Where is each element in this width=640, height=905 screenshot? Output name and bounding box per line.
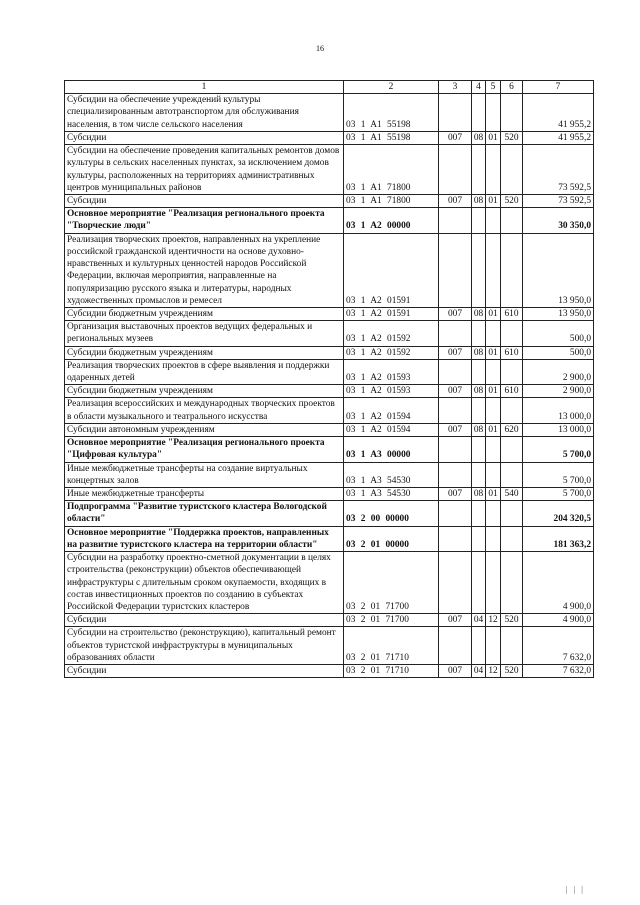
subsection-code bbox=[486, 321, 501, 346]
ministry-code bbox=[439, 552, 472, 614]
row-name: Субсидии bbox=[65, 131, 344, 144]
expense-type-code bbox=[501, 145, 523, 195]
budget-code: 03 1 A2 01591 bbox=[344, 307, 439, 320]
subsection-code bbox=[486, 359, 501, 384]
subsection-code: 01 bbox=[486, 488, 501, 501]
table-row bbox=[65, 208, 594, 233]
table-row bbox=[65, 488, 594, 501]
ministry-code: 007 bbox=[439, 307, 472, 320]
expense-type-code bbox=[501, 398, 523, 423]
table-row bbox=[65, 145, 594, 195]
section-code: 08 bbox=[472, 385, 486, 398]
table-row bbox=[65, 501, 594, 526]
section-code bbox=[472, 501, 486, 526]
table-row bbox=[65, 462, 594, 487]
budget-code: 03 1 A3 00000 bbox=[344, 437, 439, 462]
column-header: 6 bbox=[501, 81, 523, 94]
column-header: 5 bbox=[486, 81, 501, 94]
expense-type-code bbox=[501, 321, 523, 346]
amount: 13 950,0 bbox=[523, 233, 594, 307]
amount: 500,0 bbox=[523, 346, 594, 359]
row-name: Организация выставочных проектов ведущих федеральных и региональных музеев bbox=[65, 321, 344, 346]
expense-type-code: 620 bbox=[501, 423, 523, 436]
amount: 13 000,0 bbox=[523, 423, 594, 436]
budget-code: 03 1 A3 54530 bbox=[344, 462, 439, 487]
ministry-code bbox=[439, 233, 472, 307]
row-name: Подпрограмма "Развитие туристского кластера Вологодской области" bbox=[65, 501, 344, 526]
expense-type-code bbox=[501, 501, 523, 526]
subsection-code bbox=[486, 145, 501, 195]
section-code bbox=[472, 627, 486, 665]
expense-type-code bbox=[501, 208, 523, 233]
budget-code: 03 1 A2 01594 bbox=[344, 398, 439, 423]
section-code: 08 bbox=[472, 131, 486, 144]
amount: 7 632,0 bbox=[523, 627, 594, 665]
subsection-code: 12 bbox=[486, 665, 501, 678]
budget-code: 03 2 01 00000 bbox=[344, 526, 439, 551]
expense-type-code bbox=[501, 437, 523, 462]
budget-code: 03 1 A2 01592 bbox=[344, 346, 439, 359]
table-row bbox=[65, 423, 594, 436]
expense-type-code: 520 bbox=[501, 131, 523, 144]
section-code bbox=[472, 462, 486, 487]
column-header: 2 bbox=[344, 81, 439, 94]
row-name: Субсидии на обеспечение учреждений культуры специализированным автотранспортом для обслуживания населения, в том числе сельского населения bbox=[65, 94, 344, 132]
table-row bbox=[65, 94, 594, 132]
expense-type-code: 520 bbox=[501, 665, 523, 678]
row-name: Субсидии на разработку проектно-сметной документации в целях строительства (реконструкции) объектов обеспечивающей инфраструктуры с длительным сроком окупаемости, входящих в состав инвестиционных проектов по созданию в субъектах Российской Федерации туристских кластеров bbox=[65, 552, 344, 614]
expense-type-code: 520 bbox=[501, 614, 523, 627]
budget-code: 03 1 A1 55198 bbox=[344, 131, 439, 144]
amount: 73 592,5 bbox=[523, 194, 594, 207]
expense-type-code bbox=[501, 526, 523, 551]
subsection-code bbox=[486, 462, 501, 487]
subsection-code bbox=[486, 94, 501, 132]
table-row bbox=[65, 552, 594, 614]
row-name: Основное мероприятие "Реализация регионального проекта "Цифровая культура" bbox=[65, 437, 344, 462]
column-header: 3 bbox=[439, 81, 472, 94]
section-code bbox=[472, 359, 486, 384]
ministry-code bbox=[439, 627, 472, 665]
amount: 2 900,0 bbox=[523, 385, 594, 398]
table-row bbox=[65, 398, 594, 423]
row-name: Реализация творческих проектов, направленных на укрепление российской гражданской идентичности на основе духовно-нравственных и культурных ценностей народов Российской Федерации, включая мероприятия, направленные на популяризацию русского языка и литературы, народных художественных промыслов и ремесел bbox=[65, 233, 344, 307]
section-code bbox=[472, 94, 486, 132]
ministry-code bbox=[439, 501, 472, 526]
amount: 181 363,2 bbox=[523, 526, 594, 551]
footer-mark: | | | bbox=[566, 885, 585, 894]
amount: 73 592,5 bbox=[523, 145, 594, 195]
subsection-code bbox=[486, 552, 501, 614]
header-row bbox=[65, 81, 594, 94]
amount: 2 900,0 bbox=[523, 359, 594, 384]
table-row bbox=[65, 321, 594, 346]
subsection-code: 01 bbox=[486, 194, 501, 207]
ministry-code: 007 bbox=[439, 488, 472, 501]
budget-code: 03 1 A2 00000 bbox=[344, 208, 439, 233]
subsection-code bbox=[486, 398, 501, 423]
subsection-code bbox=[486, 501, 501, 526]
ministry-code bbox=[439, 462, 472, 487]
subsection-code: 01 bbox=[486, 307, 501, 320]
row-name: Реализация творческих проектов в сфере выявления и поддержки одаренных детей bbox=[65, 359, 344, 384]
column-header: 7 bbox=[523, 81, 594, 94]
section-code: 08 bbox=[472, 346, 486, 359]
subsection-code: 01 bbox=[486, 423, 501, 436]
expense-type-code: 540 bbox=[501, 488, 523, 501]
table-row bbox=[65, 614, 594, 627]
section-code bbox=[472, 321, 486, 346]
section-code bbox=[472, 233, 486, 307]
subsection-code: 01 bbox=[486, 385, 501, 398]
expense-type-code bbox=[501, 462, 523, 487]
amount: 500,0 bbox=[523, 321, 594, 346]
row-name: Субсидии автономным учреждениям bbox=[65, 423, 344, 436]
table-row bbox=[65, 194, 594, 207]
section-code: 04 bbox=[472, 614, 486, 627]
ministry-code: 007 bbox=[439, 346, 472, 359]
expense-type-code bbox=[501, 552, 523, 614]
column-header: 4 bbox=[472, 81, 486, 94]
budget-code: 03 1 A2 01591 bbox=[344, 233, 439, 307]
row-name: Субсидии на строительство (реконструкцию), капитальный ремонт объектов туристской инфраструктуры в муниципальных образованиях области bbox=[65, 627, 344, 665]
amount: 13 000,0 bbox=[523, 398, 594, 423]
row-name: Основное мероприятие "Реализация регионального проекта "Творческие люди" bbox=[65, 208, 344, 233]
budget-code: 03 1 A2 01593 bbox=[344, 385, 439, 398]
budget-table bbox=[64, 80, 594, 678]
amount: 5 700,0 bbox=[523, 437, 594, 462]
row-name: Иные межбюджетные трансферты на создание виртуальных концертных залов bbox=[65, 462, 344, 487]
section-code: 08 bbox=[472, 488, 486, 501]
ministry-code: 007 bbox=[439, 665, 472, 678]
section-code: 08 bbox=[472, 194, 486, 207]
ministry-code: 007 bbox=[439, 194, 472, 207]
subsection-code bbox=[486, 208, 501, 233]
ministry-code: 007 bbox=[439, 131, 472, 144]
budget-code: 03 2 01 71700 bbox=[344, 614, 439, 627]
expense-type-code: 610 bbox=[501, 346, 523, 359]
budget-code: 03 2 01 71710 bbox=[344, 665, 439, 678]
ministry-code bbox=[439, 398, 472, 423]
ministry-code bbox=[439, 321, 472, 346]
expense-type-code: 610 bbox=[501, 307, 523, 320]
row-name: Субсидии bbox=[65, 614, 344, 627]
ministry-code bbox=[439, 208, 472, 233]
subsection-code bbox=[486, 437, 501, 462]
ministry-code bbox=[439, 437, 472, 462]
budget-code: 03 1 A2 01592 bbox=[344, 321, 439, 346]
subsection-code: 01 bbox=[486, 346, 501, 359]
budget-code: 03 1 A3 54530 bbox=[344, 488, 439, 501]
table-row bbox=[65, 346, 594, 359]
table-row bbox=[65, 359, 594, 384]
budget-code: 03 2 01 71700 bbox=[344, 552, 439, 614]
table-row bbox=[65, 131, 594, 144]
ministry-code: 007 bbox=[439, 614, 472, 627]
budget-code: 03 1 A1 71800 bbox=[344, 194, 439, 207]
table-row bbox=[65, 627, 594, 665]
section-code: 04 bbox=[472, 665, 486, 678]
expense-type-code: 610 bbox=[501, 385, 523, 398]
budget-code: 03 1 A1 71800 bbox=[344, 145, 439, 195]
expense-type-code bbox=[501, 233, 523, 307]
amount: 5 700,0 bbox=[523, 488, 594, 501]
amount: 4 900,0 bbox=[523, 614, 594, 627]
section-code: 08 bbox=[472, 307, 486, 320]
subsection-code: 12 bbox=[486, 614, 501, 627]
row-name: Иные межбюджетные трансферты bbox=[65, 488, 344, 501]
row-name: Субсидии на обеспечение проведения капитальных ремонтов домов культуры в сельских населенных пунктах, за исключением домов культуры, расположенных на территориях административных центров муниципальных районов bbox=[65, 145, 344, 195]
row-name: Субсидии бюджетным учреждениям bbox=[65, 385, 344, 398]
ministry-code bbox=[439, 94, 472, 132]
subsection-code bbox=[486, 627, 501, 665]
amount: 7 632,0 bbox=[523, 665, 594, 678]
ministry-code: 007 bbox=[439, 423, 472, 436]
page-number: 16 bbox=[316, 44, 324, 53]
table-row bbox=[65, 526, 594, 551]
subsection-code bbox=[486, 233, 501, 307]
row-name: Субсидии bbox=[65, 194, 344, 207]
section-code bbox=[472, 552, 486, 614]
table-row bbox=[65, 307, 594, 320]
expense-type-code bbox=[501, 359, 523, 384]
ministry-code bbox=[439, 526, 472, 551]
section-code bbox=[472, 526, 486, 551]
amount: 41 955,2 bbox=[523, 94, 594, 132]
section-code: 08 bbox=[472, 423, 486, 436]
row-name: Субсидии bbox=[65, 665, 344, 678]
budget-code: 03 2 00 00000 bbox=[344, 501, 439, 526]
budget-code: 03 1 A2 01594 bbox=[344, 423, 439, 436]
table-row bbox=[65, 665, 594, 678]
section-code bbox=[472, 437, 486, 462]
row-name: Субсидии бюджетным учреждениям bbox=[65, 307, 344, 320]
section-code bbox=[472, 398, 486, 423]
expense-type-code: 520 bbox=[501, 194, 523, 207]
ministry-code: 007 bbox=[439, 385, 472, 398]
expense-type-code bbox=[501, 94, 523, 132]
amount: 41 955,2 bbox=[523, 131, 594, 144]
section-code bbox=[472, 145, 486, 195]
amount: 4 900,0 bbox=[523, 552, 594, 614]
budget-code: 03 2 01 71710 bbox=[344, 627, 439, 665]
amount: 30 350,0 bbox=[523, 208, 594, 233]
amount: 13 950,0 bbox=[523, 307, 594, 320]
table-row bbox=[65, 233, 594, 307]
row-name: Основное мероприятие "Поддержка проектов, направленных на развитие туристского кластера на территории области" bbox=[65, 526, 344, 551]
ministry-code bbox=[439, 145, 472, 195]
expense-type-code bbox=[501, 627, 523, 665]
subsection-code bbox=[486, 526, 501, 551]
column-header: 1 bbox=[65, 81, 344, 94]
section-code bbox=[472, 208, 486, 233]
table-row bbox=[65, 385, 594, 398]
budget-code: 03 1 A2 01593 bbox=[344, 359, 439, 384]
ministry-code bbox=[439, 359, 472, 384]
subsection-code: 01 bbox=[486, 131, 501, 144]
table-row bbox=[65, 437, 594, 462]
row-name: Реализация всероссийских и международных творческих проектов в области музыкального и театрального искусства bbox=[65, 398, 344, 423]
budget-code: 03 1 A1 55198 bbox=[344, 94, 439, 132]
amount: 204 320,5 bbox=[523, 501, 594, 526]
amount: 5 700,0 bbox=[523, 462, 594, 487]
row-name: Субсидии бюджетным учреждениям bbox=[65, 346, 344, 359]
